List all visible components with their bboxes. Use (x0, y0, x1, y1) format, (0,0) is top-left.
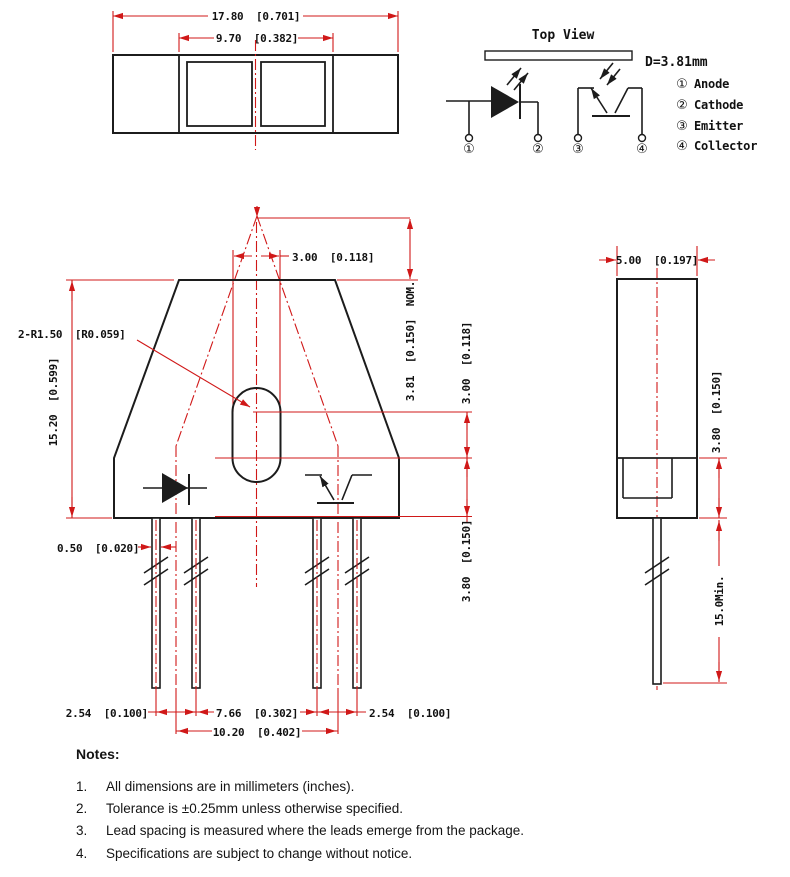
note-text: Lead spacing is measured where the leads emerge from the package. (106, 823, 524, 839)
dim-base-height: 3.80 [0.150] (460, 519, 473, 603)
notes-section (76, 746, 676, 865)
legend-pin2-name: Cathode (694, 98, 744, 112)
legend-pin3-num: ③ (676, 119, 688, 134)
notes-heading: Notes: (76, 746, 120, 762)
legend-pin2-num: ② (676, 98, 688, 113)
lead-side (653, 518, 661, 684)
note-item (76, 843, 676, 865)
legend-pin4-name: Collector (694, 139, 758, 153)
note-number: 4. (76, 845, 88, 861)
reflector-bar (485, 51, 632, 60)
pin4-number: ④ (636, 142, 648, 157)
emitter-window (187, 62, 252, 126)
top-view-drawing (113, 10, 398, 150)
dim-base-height-side: 3.80 [0.150] (710, 370, 723, 454)
received-light-arrows-icon (600, 63, 620, 85)
dim-lead-pitch-right: 2.54 [0.100] (369, 707, 452, 720)
detector-window (261, 62, 325, 126)
pin1-number: ① (463, 142, 475, 157)
led-symbol (446, 84, 542, 142)
legend-pin4-num: ④ (676, 139, 688, 154)
note-text: All dimensions are in millimeters (inches). (106, 779, 355, 794)
dim-inner-width: 9.70 [0.382] (215, 32, 299, 45)
dim-body-height: 15.20 [0.599] (47, 357, 60, 447)
dim-lead-pitch-left: 2.54 [0.100] (65, 707, 148, 720)
note-text: Specifications are subject to change without notice. (106, 845, 413, 861)
pin3-number: ③ (572, 142, 584, 157)
front-view-drawing (18, 206, 473, 739)
dim-slot-radius: 2-R1.50 [R0.059] (18, 328, 126, 341)
note-number: 1. (76, 779, 88, 794)
phototransistor-symbol (575, 88, 646, 142)
dim-slot-length: 3.00 [0.118] (460, 321, 473, 405)
dim-optical-center-span: 10.20 [0.402] (212, 726, 302, 739)
note-number: 2. (76, 801, 88, 817)
led-symbol-front (143, 473, 207, 505)
schematic-title: Top View (531, 28, 595, 43)
pin2-number: ② (532, 142, 544, 157)
note-item (76, 820, 676, 842)
emitted-light-arrows-icon (507, 68, 528, 90)
reflector-distance-label: D=3.81mm (645, 55, 708, 70)
note-text: Tolerance is ±0.25mm unless otherwise specified. (106, 801, 404, 817)
note-item (76, 776, 676, 798)
dim-aperture-width: 3.00 [0.118] (292, 251, 375, 264)
legend-pin1-num: ① (676, 77, 688, 92)
legend-pin3-name: Emitter (694, 119, 744, 133)
dim-lead-thickness: 0.50 [0.020] (57, 542, 140, 555)
note-item (76, 798, 676, 820)
side-view-drawing (599, 246, 727, 690)
dim-inner-lead-span: 7.66 [0.302] (215, 707, 299, 720)
legend-pin1-name: Anode (694, 77, 730, 91)
optical-axis-left (176, 216, 257, 446)
dim-lead-length: 15.0Min. (713, 575, 726, 627)
dim-outer-width: 17.80 [0.701] (211, 10, 301, 23)
dim-depth: 5.00 [0.197] (615, 254, 699, 267)
dim-focal-distance: 3.81 [0.150] NOM. (404, 280, 417, 402)
note-number: 3. (76, 823, 88, 839)
circuit-schematic (446, 28, 757, 157)
